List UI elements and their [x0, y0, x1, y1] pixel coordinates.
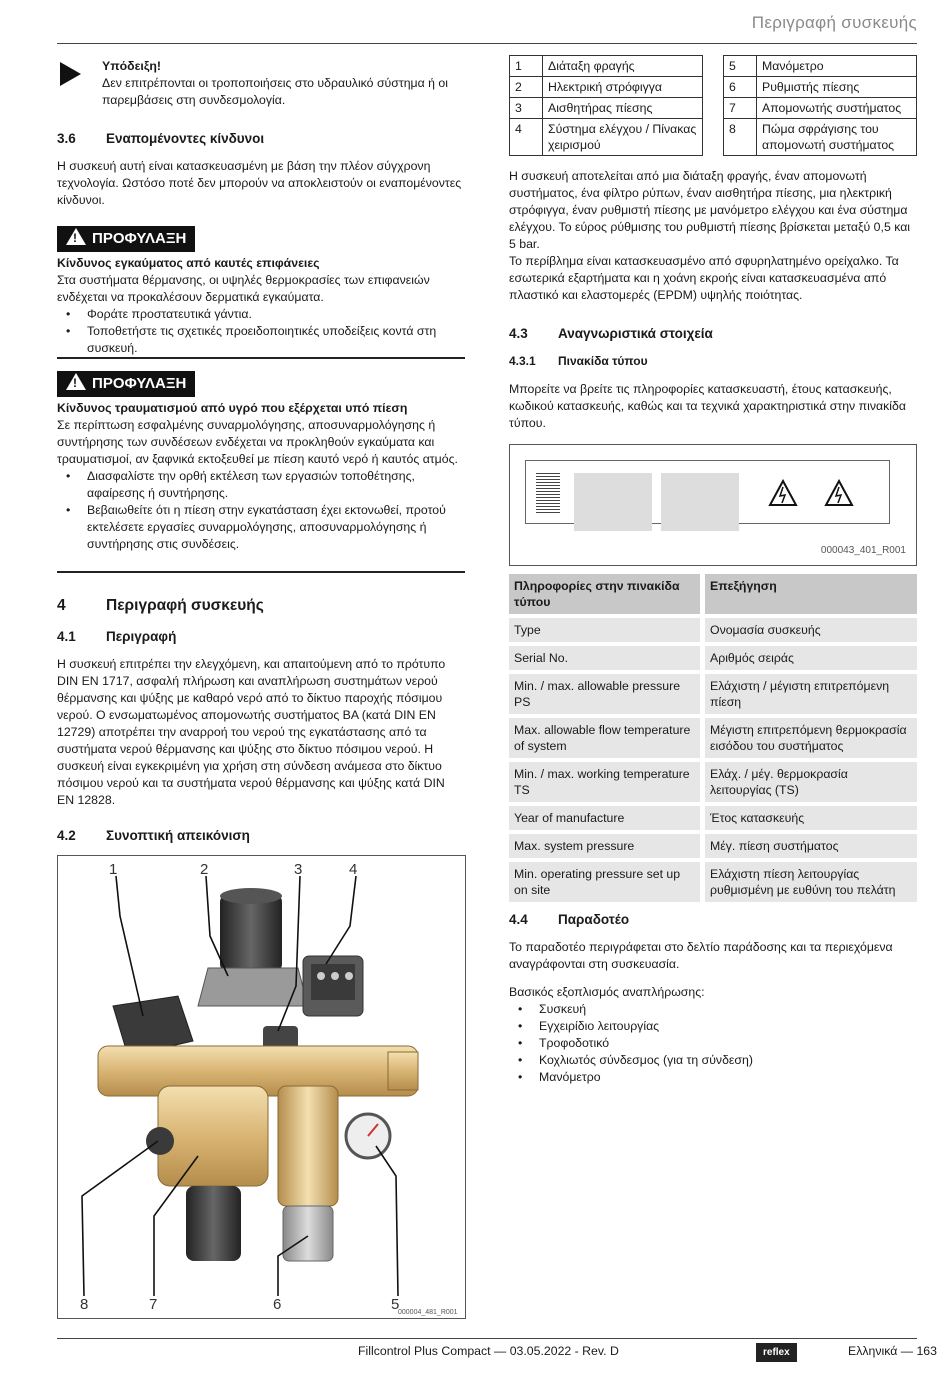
section-4-2 — [57, 827, 465, 844]
section-4-3 — [509, 325, 917, 342]
section-text: Μπορείτε να βρείτε τις πληροφορίες κατασκευαστή, έτους κατασκευής, κωδικού κατασκευής, καθώς και τα τεχνικά χαρακτηριστικά στην πινακίδα τύπου. — [509, 382, 906, 430]
list-item: • Συσκευή — [509, 1001, 917, 1018]
note-arrow-icon — [60, 62, 81, 86]
section-text: Το παραδοτέο περιγράφεται στο δελτίο παράδοσης και τα περιεχόμενα αναγράφονται στη συσκευασία. — [509, 940, 893, 971]
barcode-icon — [536, 473, 560, 515]
figure-callout-7: 7 — [149, 1296, 158, 1313]
warning-title: Κίνδυνος εγκαύματος από καυτές επιφάνειες — [57, 256, 320, 270]
device-overview-figure — [57, 855, 466, 1319]
table-row: 7 Απομονωτής συστήματος — [724, 98, 917, 119]
footer-rule — [57, 1338, 917, 1339]
warning-list — [57, 306, 465, 357]
warning-icon: ! — [66, 228, 86, 245]
column-header: Πληροφορίες στην πινακίδα τύπου — [509, 574, 700, 614]
list-item: • Τοποθετήστε τις σχετικές προειδοποιητικές υποδείξεις κοντά στη συσκευή. — [57, 323, 465, 357]
figure-callout-4: 4 — [349, 861, 358, 878]
table-header-row — [509, 574, 917, 614]
scope-list — [509, 1001, 917, 1086]
table-row: 1 Διάταξη φραγής — [510, 56, 703, 77]
table-row: Max. system pressure Μέγ. πίεση συστήματος — [509, 834, 917, 858]
warning-rule — [57, 571, 465, 573]
table-row: 8 Πώμα σφράγισης του απομονωτή συστήματος — [724, 119, 917, 156]
table-row: 4 Σύστημα ελέγχου / Πίνακας χειρισμού — [510, 119, 703, 156]
warning-hot-surfaces — [57, 226, 465, 357]
figure-callout-1: 1 — [109, 861, 118, 878]
table-row: Serial No. Αριθμός σειράς — [509, 646, 917, 670]
components-table-left — [509, 55, 703, 156]
section-4-3-1 — [509, 353, 917, 432]
high-voltage-icon — [768, 479, 798, 507]
header-section-title: Περιγραφή συσκευής — [751, 13, 917, 32]
rating-plate-figure — [509, 444, 917, 566]
column-header: Επεξήγηση — [700, 574, 917, 614]
chapter-number: 4 — [57, 597, 66, 614]
section-number: 4.4 — [509, 912, 528, 927]
description-paragraph: Η συσκευή αποτελείται από μια διάταξη φραγής, έναν απομονωτή συστήματος, ένα φίλτρο ρύπων, έναν αισθητήρα πίεσης, μια ηλεκτρική στρόφιγγα, έναν ρυθμιστή πίεσης με μανόμετρο ελέγχου και ένα σύστημα ελέγχου. Το εύρος ρύθμισης του ρυθμιστή πίεσης βρίσκεται μεταξύ 0,5 και 5 bar. — [509, 169, 911, 251]
chapter-title: Περιγραφή συσκευής — [106, 597, 264, 614]
table-row: Year of manufacture Έτος κατασκευής — [509, 806, 917, 830]
plate-field — [661, 473, 739, 531]
table-row: 2 Ηλεκτρική στρόφιγγα — [510, 77, 703, 98]
section-number: 4.3.1 — [509, 354, 536, 368]
list-item: • Διασφαλίστε την ορθή εκτέλεση των εργασιών τοποθέτησης, αφαίρεσης ή συντήρησης. — [57, 468, 465, 502]
section-title: Παραδοτέο — [558, 912, 630, 927]
warning-title: Κίνδυνος τραυματισμού από υγρό που εξέρχεται υπό πίεση — [57, 401, 408, 415]
rating-plate — [525, 460, 890, 524]
high-voltage-icon — [824, 479, 854, 507]
section-title: Αναγνωριστικά στοιχεία — [558, 326, 713, 341]
plate-field — [574, 473, 652, 531]
note-block — [102, 58, 465, 109]
figure-callout-5: 5 — [391, 1296, 400, 1313]
warning-text: Στα συστήματα θέρμανσης, οι υψηλές θερμοκρασίες των επιφανειών ενδέχεται να προκαλέσουν δερματικά εγκαύματα. — [57, 273, 430, 304]
header-rule — [57, 43, 917, 44]
footer-page-number: Ελληνικά — 163 — [848, 1344, 937, 1358]
device-description — [509, 168, 917, 304]
list-item: • Μανόμετρο — [509, 1069, 917, 1086]
table-row: 3 Αισθητήρας πίεσης — [510, 98, 703, 119]
components-table-right — [723, 55, 917, 156]
list-item: • Τροφοδοτικό — [509, 1035, 917, 1052]
table-row: Min. / max. allowable pressure PS Ελάχιστη / μέγιστη επιτρεπόμενη πίεση — [509, 674, 917, 714]
note-text: Δεν επιτρέπονται οι τροποποιήσεις στο υδραυλικό σύστημα ή οι παρεμβάσεις στη συνδεσμολογία. — [102, 76, 448, 107]
section-number: 4.3 — [509, 326, 528, 341]
list-item: • Φοράτε προστατευτικά γάντια. — [57, 306, 465, 323]
section-number: 4.1 — [57, 629, 76, 644]
section-title: Συνοπτική απεικόνιση — [106, 828, 250, 843]
section-title: Πινακίδα τύπου — [558, 354, 648, 368]
list-item: • Βεβαιωθείτε ότι η πίεση στην εγκατάσταση έχει εκτονωθεί, προτού εκτελέσετε εργασίες συναρμολόγησης, αποσυναρμολόγησης ή συντήρησης στις συνδέσεις. — [57, 502, 465, 553]
figure-code: 000043_401_R001 — [820, 545, 906, 556]
note-title: Υπόδειξη! — [102, 59, 161, 73]
warning-text: Σε περίπτωση εσφαλμένης συναρμολόγησης, αποσυναρμολόγησης ή συντήρησης των συνδέσεων ενδέχεται να προκληθούν εγκαύματα και τραυματισμοί, αν ξαφνικά εκτοξευθεί με πίεση καυτό νερό ή καυτός ατμός. — [57, 418, 458, 466]
plate-info-table — [509, 570, 917, 906]
table-row: Max. allowable flow temperature of system Μέγιστη επιτρεπόμενη θερμοκρασία εισόδου του συστήματος — [509, 718, 917, 758]
section-text: Η συσκευή αυτή είναι κατασκευασμένη με βάση την πλέον σύγχρονη τεχνολογία. Ωστόσο ποτέ δεν μπορούν να αποκλειστούν οι εναπομένοντες κίνδυνοι. — [57, 159, 462, 207]
table-row: Min. operating pressure set up on site Ελάχιστη πίεση λειτουργίας ρυθμισμένη με ευθύνη του πελάτη — [509, 862, 917, 902]
table-row: Min. / max. working temperature TS Ελάχ. / μέγ. θερμοκρασία λειτουργίας (TS) — [509, 762, 917, 802]
figure-callout-6: 6 — [273, 1296, 282, 1313]
figure-callout-8: 8 — [80, 1296, 89, 1313]
list-item: • Εγχειρίδιο λειτουργίας — [509, 1018, 917, 1035]
warning-icon: ! — [66, 373, 86, 390]
device-illustration — [58, 856, 465, 1318]
section-text: Η συσκευή επιτρέπει την ελεγχόμενη, και απαιτούμενη από το πρότυπο DIN EN 1717, ασφαλή πλήρωση και αναπλήρωση συστημάτων νερού θέρμανσης και ψύξης με καθαρό νερό από το δίκτυο παροχής πόσιμου νερού. Ο ενσωματωμένος απομονωτής συστήματος BA (κατά DIN EN 12729) αποτρέπει την αναρροή του νερού της εγκατάστασης από τα συστήματα νερού θέρμανσης και ψύξης στο δίκτυο πόσιμου νερού. Η συσκευή είναι εγκεκριμένη για χρήση στη σύνδεση ανάμεσα στο δίκτυο πόσιμου νερού και τα συστήματα νερού θέρμανσης και ψύξης κατά DIN EN 12828. — [57, 657, 446, 807]
warning-list — [57, 468, 465, 553]
table-row: 6 Ρυθμιστής πίεσης — [724, 77, 917, 98]
section-4-4 — [509, 911, 917, 1086]
section-title: Περιγραφή — [106, 629, 177, 644]
figure-callout-2: 2 — [200, 861, 209, 878]
warning-label: ! ΠΡΟΦΥΛΑΞΗ — [57, 226, 195, 252]
figure-code: 000004_481_R001 — [398, 1309, 458, 1316]
table-row: 5 Μανόμετρο — [724, 56, 917, 77]
description-paragraph: Το περίβλημα είναι κατασκευασμένο από σφυρηλατημένο ορείχαλκο. Τα εσωτερικά εξαρτήματα και η χοάνη εκροής είναι κατασκευασμένα από πλαστικό και ελαστομερές (EPDM) υψηλής ποιότητας. — [509, 254, 899, 302]
scope-intro: Βασικός εξοπλισμός αναπλήρωσης: — [509, 985, 705, 999]
warning-label: ! ΠΡΟΦΥΛΑΞΗ — [57, 371, 195, 397]
list-item: • Κοχλιωτός σύνδεσμος (για τη σύνδεση) — [509, 1052, 917, 1069]
warning-rule — [57, 357, 465, 359]
chapter-4 — [57, 597, 465, 614]
footer-doc-info: Fillcontrol Plus Compact — 03.05.2022 - Rev. D — [358, 1344, 619, 1358]
section-number: 4.2 — [57, 828, 76, 843]
section-4-1 — [57, 628, 465, 809]
table-row: Type Ονομασία συσκευής — [509, 618, 917, 642]
warning-pressure-fluid — [57, 371, 465, 553]
figure-callout-3: 3 — [294, 861, 303, 878]
brand-logo: reflex — [756, 1343, 797, 1362]
section-3-6 — [57, 130, 465, 209]
section-number: 3.6 — [57, 131, 76, 146]
section-title: Εναπομένοντες κίνδυνοι — [106, 131, 265, 146]
